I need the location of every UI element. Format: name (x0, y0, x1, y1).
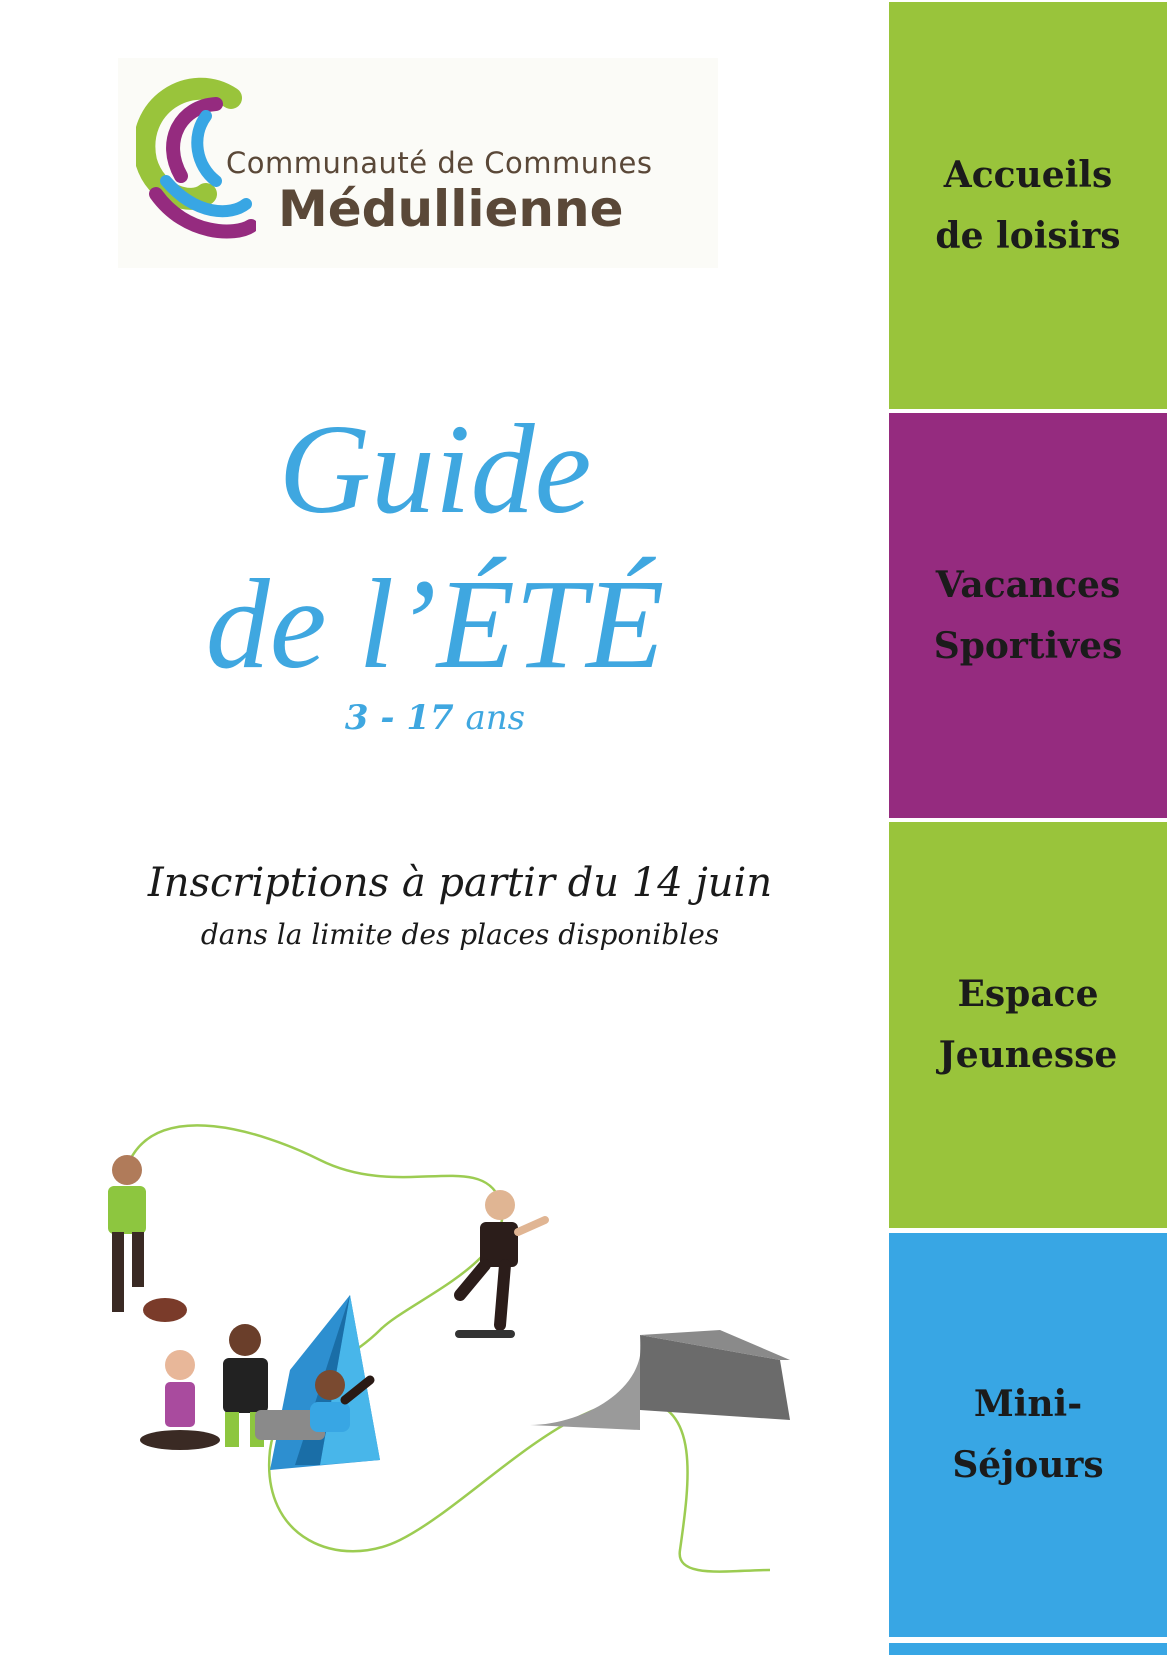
section-accueils-de-loisirs (889, 2, 1167, 409)
section-title-line1: Vacances (935, 563, 1121, 606)
section-title-line1: Mini- (973, 1383, 1083, 1425)
community-logo (118, 58, 718, 268)
registration-note: dans la limite des places disponibles (200, 918, 720, 951)
registration-date: Inscriptions à partir du 14 juin (147, 860, 773, 906)
section-title-line2: Jeunesse (938, 1034, 1118, 1076)
skate-ramp-icon (530, 1330, 790, 1430)
section-title-line2: Sportives (933, 624, 1123, 667)
logo-name-text: Médullienne (278, 180, 624, 238)
section-mini-sejours (889, 1233, 1167, 1637)
section-footer-strip (889, 1643, 1167, 1655)
section-vacances-sportives (889, 413, 1167, 818)
section-title-line2: Séjours (952, 1444, 1104, 1486)
kid-sitting-pink-icon (140, 1350, 220, 1450)
logo-community-text: Communauté de Communes (226, 146, 653, 180)
age-range-numbers: 3 - 17 (344, 698, 454, 738)
guide-title-line1: Guide (278, 398, 592, 540)
section-title-line1: Accueils (943, 153, 1113, 196)
kid-skater-icon (455, 1190, 545, 1338)
kids-activities-illustration (80, 1120, 820, 1590)
section-title-line2: de loisirs (935, 214, 1121, 257)
section-espace-jeunesse (889, 822, 1167, 1228)
guide-title-line2: de l’ÉTÉ (205, 553, 665, 695)
age-range (150, 698, 720, 738)
section-title-line1: Espace (957, 973, 1099, 1015)
age-range-unit: ans (465, 698, 526, 738)
kid-football-icon (108, 1155, 187, 1322)
